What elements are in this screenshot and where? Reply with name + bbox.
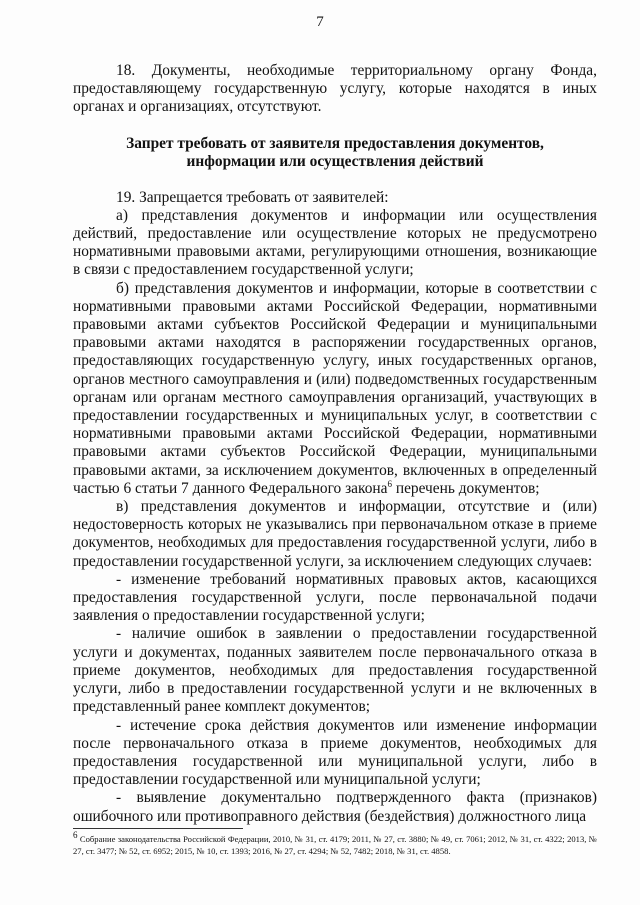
paragraph-18: 18. Документы, необходимые территориальному органу Фонда, предоставляющему государственную услугу, которые находятся в иных органах и организациях, отсутствуют. [73, 62, 597, 116]
footnote-ref: 6 [387, 478, 392, 489]
page-number: 7 [316, 14, 324, 30]
item-v: в) представления документов и информации, отсутствие и (или) недостоверность которых не указывались при первоначальном отказе в приеме документов, необходимых для предоставления государственной услуги, либо в предоставлении государственной услуги, за исключением следующих случаев: [73, 498, 597, 570]
case-3: - истечение срока действия документов или изменение информации после первоначального отказа в приеме документов, необходимых для предоставления государственной или муниципальной услуги, либо в предоставлении государственной или муниципальной услуги; [73, 716, 597, 789]
item-b-tail: перечень документов; [391, 479, 540, 497]
item-b [73, 280, 597, 498]
footnote-divider [73, 828, 243, 829]
heading-line-2: информации или осуществления действий [186, 152, 484, 170]
item-b-text: б) представления документов и информации, которые в соответствии с нормативными правовыми актами Российской Федерации, нормативными правовыми актами субъектов Российской Федерации и муниципальными правовыми актами находятся в распоряжении государственных органов, предоставляющих государственную услугу, иных государственных органов, органов местного самоуправления и (или) подведомственных государственным органам или органам местного самоуправления организаций, участвующих в предоставлении государственных и муниципальных услуг, в соответствии с нормативными правовыми актами Российской Федерации, нормативными правовыми актами субъектов Российской Федерации, муниципальными правовыми актами, за исключением документов, включенных в определенный частью 6 статьи 7 данного Федерального закона [73, 279, 597, 497]
paragraph-19: 19. Запрещается требовать от заявителей: [116, 188, 389, 206]
case-4: - выявление документально подтвержденного факта (признаков) ошибочного или противоправного действия (бездействия) должностного лица [73, 789, 597, 825]
item-a: а) представления документов и информации или осуществления действий, предоставление или осуществление которых не предусмотрено нормативными правовыми актами, регулирующими отношения, возникающие в связи с предоставлением государственной услуги; [73, 206, 597, 279]
case-1: - изменение требований нормативных правовых актов, касающихся предоставления государственной услуги, после первоначальной подачи заявления о предоставлении государственной услуги; [73, 570, 597, 625]
heading-line-1: Запрет требовать от заявителя предоставления документов, [126, 134, 544, 152]
footnote-text: Собрание законодательства Российской Федерации, 2010, № 31, ст. 4179; 2011, № 27, ст. 3880; № 49, ст. 7061; 2012, № 31, ст. 4322; 2013, № 27, ст. 3477; № 52, ст. 6952; 2015, № 10, ст. 1393; 2016, № 27, ст. 4294; № 52, 7482; 2018, № 31, ст. 4858. [73, 834, 597, 856]
footnote [73, 830, 597, 857]
section-heading [73, 135, 597, 171]
case-2: - наличие ошибок в заявлении о предоставлении государственной услуги и документах, поданных заявителем после первоначального отказа в приеме документов, необходимых для предоставления государственной услуги, либо в предоставлении государственной услуги и не включенных в представленный ранее комплект документов; [73, 625, 597, 716]
footnote-number: 6 [73, 830, 78, 841]
document-body [73, 62, 597, 826]
